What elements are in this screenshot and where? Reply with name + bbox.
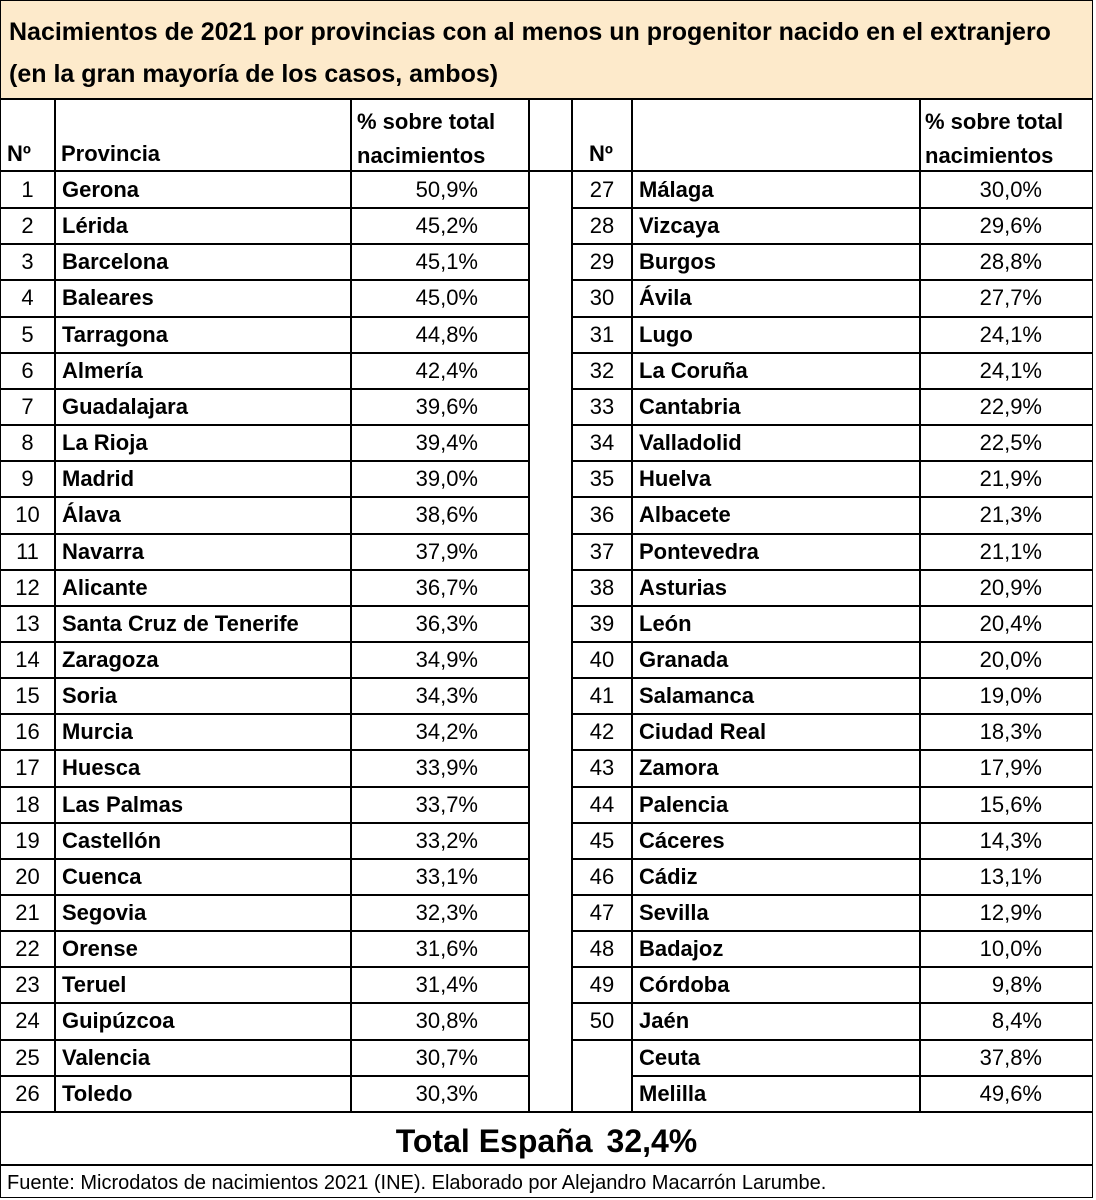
right-header-num: Nº <box>589 141 613 166</box>
row-number: 28 <box>589 213 615 238</box>
province-name: Pontevedra <box>639 539 759 564</box>
province-name: Zaragoza <box>62 647 159 672</box>
province-name: La Coruña <box>639 358 748 383</box>
row-number: 9 <box>21 466 34 491</box>
percentage-value: 38,6% <box>415 502 478 527</box>
province-name: Burgos <box>639 249 716 274</box>
percentage-value: 45,1% <box>415 249 478 274</box>
province-name: Albacete <box>639 502 731 527</box>
row-number <box>573 1076 631 1112</box>
percentage-value: 17,9% <box>979 755 1042 780</box>
province-name: Baleares <box>62 285 154 310</box>
percentage-value: 37,9% <box>415 539 478 564</box>
percentage-value: 24,1% <box>979 322 1042 347</box>
row-number: 18 <box>15 792 40 817</box>
percentage-value: 22,9% <box>979 394 1042 419</box>
province-name: Lugo <box>639 322 693 347</box>
row-number: 49 <box>589 972 615 997</box>
row-number: 1 <box>21 177 34 202</box>
percentage-value: 9,8% <box>991 972 1042 997</box>
province-name: Ceuta <box>639 1045 701 1070</box>
percentage-value: 33,1% <box>415 864 478 889</box>
row-number: 14 <box>15 647 40 672</box>
row-number: 7 <box>21 394 34 419</box>
province-name: Zamora <box>639 755 719 780</box>
right-header-pct: % sobre total nacimientos <box>925 109 1064 168</box>
row-number: 12 <box>15 575 40 600</box>
row-number: 26 <box>15 1081 40 1106</box>
row-number: 15 <box>15 683 40 708</box>
percentage-value: 30,3% <box>415 1081 478 1106</box>
percentage-value: 31,6% <box>415 936 478 961</box>
row-number: 31 <box>589 322 615 347</box>
row-number: 32 <box>589 358 615 383</box>
row-number: 27 <box>589 177 615 202</box>
percentage-value: 37,8% <box>979 1045 1042 1070</box>
province-name: Orense <box>62 936 138 961</box>
percentage-value: 39,0% <box>415 466 478 491</box>
percentage-value: 30,8% <box>415 1008 478 1033</box>
province-name: Ávila <box>639 285 692 310</box>
percentage-value: 45,2% <box>415 213 478 238</box>
percentage-value: 10,0% <box>979 936 1042 961</box>
percentage-value: 24,1% <box>979 358 1042 383</box>
percentage-value: 12,9% <box>979 900 1042 925</box>
province-name: Huesca <box>62 755 141 780</box>
percentage-value: 21,1% <box>979 539 1042 564</box>
province-name: Toledo <box>62 1081 133 1106</box>
percentage-value: 34,3% <box>415 683 478 708</box>
total-spain <box>1 1115 1092 1165</box>
province-name: Asturias <box>639 575 728 600</box>
row-number: 35 <box>589 466 615 491</box>
percentage-value: 39,6% <box>415 394 478 419</box>
province-name: Madrid <box>62 466 135 491</box>
table-title: Nacimientos de 2021 por provincias con al menos un progenitor nacido en el extranjero (en la gran mayoría de los casos, ambos) <box>1 1 1092 100</box>
province-name: Vizcaya <box>639 213 720 238</box>
row-number: 19 <box>15 828 40 853</box>
row-number: 30 <box>589 285 615 310</box>
percentage-value: 8,4% <box>991 1008 1042 1033</box>
percentage-value: 30,0% <box>979 177 1042 202</box>
province-name: Cádiz <box>639 864 698 889</box>
province-name: Gerona <box>62 177 140 202</box>
row-number: 13 <box>15 611 40 636</box>
row-number: 8 <box>21 430 34 455</box>
row-number: 42 <box>589 719 615 744</box>
percentage-value: 19,0% <box>979 683 1042 708</box>
province-name: Valencia <box>62 1045 151 1070</box>
row-number: 43 <box>589 755 615 780</box>
source-note: Fuente: Microdatos de nacimientos 2021 (INE). Elaborado por Alejandro Macarrón Larumbe. <box>7 1172 827 1194</box>
percentage-value: 34,2% <box>415 719 478 744</box>
percentage-value: 36,7% <box>415 575 478 600</box>
province-name: Jaén <box>639 1008 690 1033</box>
percentage-value: 29,6% <box>979 213 1042 238</box>
row-number: 22 <box>15 936 40 961</box>
total-label: Total España <box>395 1123 593 1159</box>
province-name: Soria <box>62 683 118 708</box>
province-name: Melilla <box>639 1081 707 1106</box>
province-name: Santa Cruz de Tenerife <box>62 611 299 636</box>
row-number: 40 <box>589 647 615 672</box>
row-number: 5 <box>21 322 34 347</box>
percentage-value: 18,3% <box>979 719 1042 744</box>
row-number: 2 <box>21 213 34 238</box>
province-name: Cuenca <box>62 864 142 889</box>
percentage-value: 20,0% <box>979 647 1042 672</box>
province-name: Navarra <box>62 539 144 564</box>
province-name: Cantabria <box>639 394 741 419</box>
province-name: Tarragona <box>62 322 168 347</box>
percentage-value: 34,9% <box>415 647 478 672</box>
percentage-value: 32,3% <box>415 900 478 925</box>
row-number: 45 <box>589 828 615 853</box>
left-header-province: Provincia <box>61 141 161 166</box>
row-number: 11 <box>16 539 39 564</box>
province-name: Guadalajara <box>62 394 188 419</box>
percentage-value: 22,5% <box>979 430 1042 455</box>
row-number <box>573 1040 631 1076</box>
province-name: Murcia <box>62 719 133 744</box>
province-name: Teruel <box>62 972 127 997</box>
province-name: Álava <box>62 502 121 527</box>
row-number: 29 <box>589 249 615 274</box>
row-number: 36 <box>589 502 615 527</box>
province-name: Badajoz <box>639 936 724 961</box>
percentage-value: 30,7% <box>415 1045 478 1070</box>
row-number: 34 <box>589 430 615 455</box>
row-number: 37 <box>589 539 615 564</box>
province-name: Las Palmas <box>62 792 184 817</box>
province-name: Almería <box>62 358 143 383</box>
percentage-value: 21,9% <box>979 466 1042 491</box>
percentage-value: 49,6% <box>979 1081 1042 1106</box>
province-name: Palencia <box>639 792 729 817</box>
province-name: León <box>639 611 692 636</box>
percentage-value: 45,0% <box>415 285 478 310</box>
percentage-value: 20,4% <box>979 611 1042 636</box>
percentage-value: 27,7% <box>979 285 1042 310</box>
row-number: 47 <box>589 900 615 925</box>
row-number: 23 <box>15 972 40 997</box>
row-number: 44 <box>589 792 615 817</box>
row-number: 21 <box>15 900 40 925</box>
province-name: Salamanca <box>639 683 754 708</box>
row-number: 3 <box>21 249 34 274</box>
province-name: Segovia <box>62 900 147 925</box>
percentage-value: 39,4% <box>415 430 478 455</box>
province-name: La Rioja <box>62 430 148 455</box>
percentage-value: 28,8% <box>979 249 1042 274</box>
row-number: 24 <box>15 1008 40 1033</box>
province-name: Castellón <box>62 828 162 853</box>
row-number: 6 <box>21 358 34 383</box>
province-name: Córdoba <box>639 972 730 997</box>
row-number: 46 <box>589 864 615 889</box>
row-number: 41 <box>589 683 615 708</box>
province-name: Valladolid <box>639 430 742 455</box>
percentage-value: 33,2% <box>415 828 478 853</box>
percentage-value: 13,1% <box>979 864 1042 889</box>
percentage-value: 36,3% <box>415 611 478 636</box>
row-number: 10 <box>15 502 40 527</box>
row-number: 39 <box>589 611 615 636</box>
percentage-value: 42,4% <box>415 358 478 383</box>
province-name: Málaga <box>639 177 714 202</box>
total-value: 32,4% <box>606 1123 698 1159</box>
percentage-value: 33,7% <box>415 792 478 817</box>
percentage-value: 50,9% <box>415 177 478 202</box>
province-name: Granada <box>639 647 729 672</box>
province-name: Barcelona <box>62 249 169 274</box>
row-number: 33 <box>589 394 615 419</box>
row-number: 25 <box>15 1045 40 1070</box>
row-number: 20 <box>15 864 40 889</box>
percentage-value: 15,6% <box>979 792 1042 817</box>
province-name: Guipúzcoa <box>62 1008 175 1033</box>
percentage-value: 33,9% <box>415 755 478 780</box>
province-name: Ciudad Real <box>639 719 767 744</box>
left-header-pct: % sobre total nacimientos <box>357 109 496 168</box>
province-name: Sevilla <box>639 900 709 925</box>
province-name: Cáceres <box>639 828 725 853</box>
row-number: 4 <box>21 285 34 310</box>
row-number: 38 <box>589 575 615 600</box>
row-number: 16 <box>15 719 40 744</box>
percentage-value: 31,4% <box>415 972 478 997</box>
row-number: 48 <box>589 936 615 961</box>
province-name: Huelva <box>639 466 712 491</box>
row-number: 17 <box>15 755 40 780</box>
row-number: 50 <box>589 1008 615 1033</box>
left-header-num: Nº <box>7 141 31 166</box>
province-name: Lérida <box>62 213 129 238</box>
percentage-value: 21,3% <box>979 502 1042 527</box>
province-name: Alicante <box>62 575 148 600</box>
percentage-value: 20,9% <box>979 575 1042 600</box>
percentage-value: 44,8% <box>415 322 478 347</box>
percentage-value: 14,3% <box>979 828 1042 853</box>
